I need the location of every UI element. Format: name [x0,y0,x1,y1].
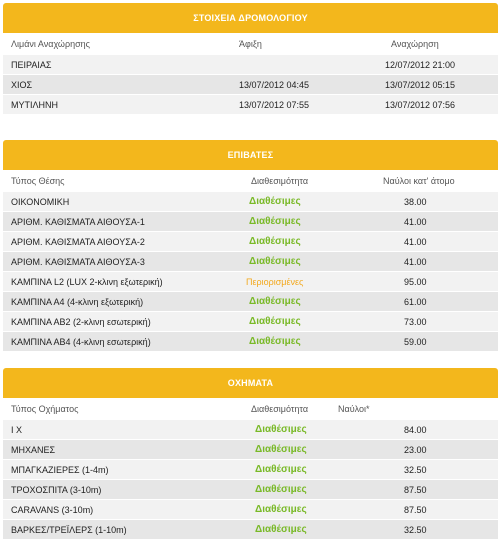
type-cell: ΜΠΑΓΚΑΖΙΕΡΕΣ (1-4m) [11,464,109,475]
departure-cell: 12/07/2012 21:00 [385,59,456,70]
passengers-column-header [3,170,498,192]
availability-badge: Περιορισμένες [246,276,304,287]
port-cell: ΧΙΟΣ [11,79,33,90]
type-cell: ΚΑΜΠΙΝΑ ΑΒ2 (2-κλινη εσωτερική) [11,316,151,327]
fare-cell: 32.50 [404,464,427,475]
passengers-row [3,232,498,252]
departure-cell: 13/07/2012 05:15 [385,79,456,90]
type-cell: ΚΑΜΠΙΝΑ L2 (LUX 2-κλινη εξωτερική) [11,276,163,287]
availability-badge: Διαθέσιμες [255,484,307,495]
fare-cell: 41.00 [404,256,427,267]
vehicles-row [3,440,498,460]
col-availability: Διαθεσιμότητα [251,176,309,186]
fare-cell: 59.00 [404,336,427,347]
passengers-panel [3,140,498,352]
passengers-row [3,332,498,352]
fare-cell: 84.00 [404,424,427,435]
passengers-row [3,192,498,212]
port-cell: ΜΥΤΙΛΗΝΗ [11,99,59,110]
col-vehicle-type: Τύπος Οχήματος [11,404,79,414]
col-port: Λιμάνι Αναχώρησης [11,39,90,49]
vehicles-row [3,500,498,520]
route-row [3,55,498,75]
vehicles-row [3,420,498,440]
fare-cell: 32.50 [404,524,427,535]
fare-cell: 61.00 [404,296,427,307]
passengers-row [3,272,498,292]
type-cell: ΤΡΟΧΟΣΠΙΤΑ (3-10m) [11,484,102,495]
availability-badge: Διαθέσιμες [249,336,301,347]
availability-badge: Διαθέσιμες [255,524,307,535]
fare-cell: 38.00 [404,196,427,207]
departure-cell: 13/07/2012 07:56 [385,99,456,110]
type-cell: CARAVANS (3-10m) [11,504,94,515]
availability-badge: Διαθέσιμες [249,256,301,267]
type-cell: ΑΡΙΘΜ. ΚΑΘΙΣΜΑΤΑ ΑΙΘΟΥΣΑ-1 [11,216,145,227]
passengers-title: ΕΠΙΒΑΤΕΣ [3,140,498,170]
fare-cell: 87.50 [404,504,427,515]
route-row [3,95,498,115]
availability-badge: Διαθέσιμες [255,504,307,515]
availability-badge: Διαθέσιμες [255,464,307,475]
passengers-row [3,212,498,232]
availability-badge: Διαθέσιμες [249,196,301,207]
type-cell: ΑΡΙΘΜ. ΚΑΘΙΣΜΑΤΑ ΑΙΘΟΥΣΑ-3 [11,256,145,267]
vehicles-panel [3,368,498,540]
availability-badge: Διαθέσιμες [249,316,301,327]
fare-cell: 41.00 [404,216,427,227]
availability-badge: Διαθέσιμες [249,216,301,227]
port-cell: ΠΕΙΡΑΙΑΣ [11,59,52,70]
col-fare: Ναύλοι* [338,404,370,414]
vehicles-row [3,460,498,480]
col-availability: Διαθεσιμότητα [251,404,309,414]
type-cell: Ι Χ [11,424,23,435]
arrival-cell: 13/07/2012 07:55 [239,99,310,110]
passengers-row [3,252,498,272]
route-panel [3,3,498,115]
passengers-row [3,312,498,332]
vehicles-row [3,520,498,540]
type-cell: ΚΑΜΠΙΝΑ Α4 (4-κλινη εξωτερική) [11,296,144,307]
arrival-cell: 13/07/2012 04:45 [239,79,310,90]
type-cell: ΒΑΡΚΕΣ/ΤΡΕΪΛΕΡΣ (1-10m) [11,524,127,535]
fare-cell: 87.50 [404,484,427,495]
vehicles-title: ΟΧΗΜΑΤΑ [3,368,498,398]
type-cell: ΚΑΜΠΙΝΑ ΑΒ4 (4-κλινη εσωτερική) [11,336,151,347]
route-column-header [3,33,498,55]
availability-badge: Διαθέσιμες [255,424,307,435]
vehicles-column-header [3,398,498,420]
availability-badge: Διαθέσιμες [249,236,301,247]
vehicles-row [3,480,498,500]
fare-cell: 73.00 [404,316,427,327]
type-cell: ΜΗΧΑΝΕΣ [11,444,56,455]
route-title: ΣΤΟΙΧΕΙΑ ΔΡΟΜΟΛΟΓΙΟΥ [3,3,498,33]
col-seat-type: Τύπος Θέσης [11,176,65,186]
fare-cell: 41.00 [404,236,427,247]
type-cell: ΟΙΚΟΝΟΜΙΚΗ [11,196,70,207]
fare-cell: 23.00 [404,444,427,455]
passengers-row [3,292,498,312]
type-cell: ΑΡΙΘΜ. ΚΑΘΙΣΜΑΤΑ ΑΙΘΟΥΣΑ-2 [11,236,145,247]
col-fare: Ναύλοι κατ' άτομο [383,176,455,186]
route-row [3,75,498,95]
fare-cell: 95.00 [404,276,427,287]
col-departure: Αναχώρηση [391,39,439,49]
col-arrival: Άφιξη [239,39,262,49]
availability-badge: Διαθέσιμες [255,444,307,455]
availability-badge: Διαθέσιμες [249,296,301,307]
